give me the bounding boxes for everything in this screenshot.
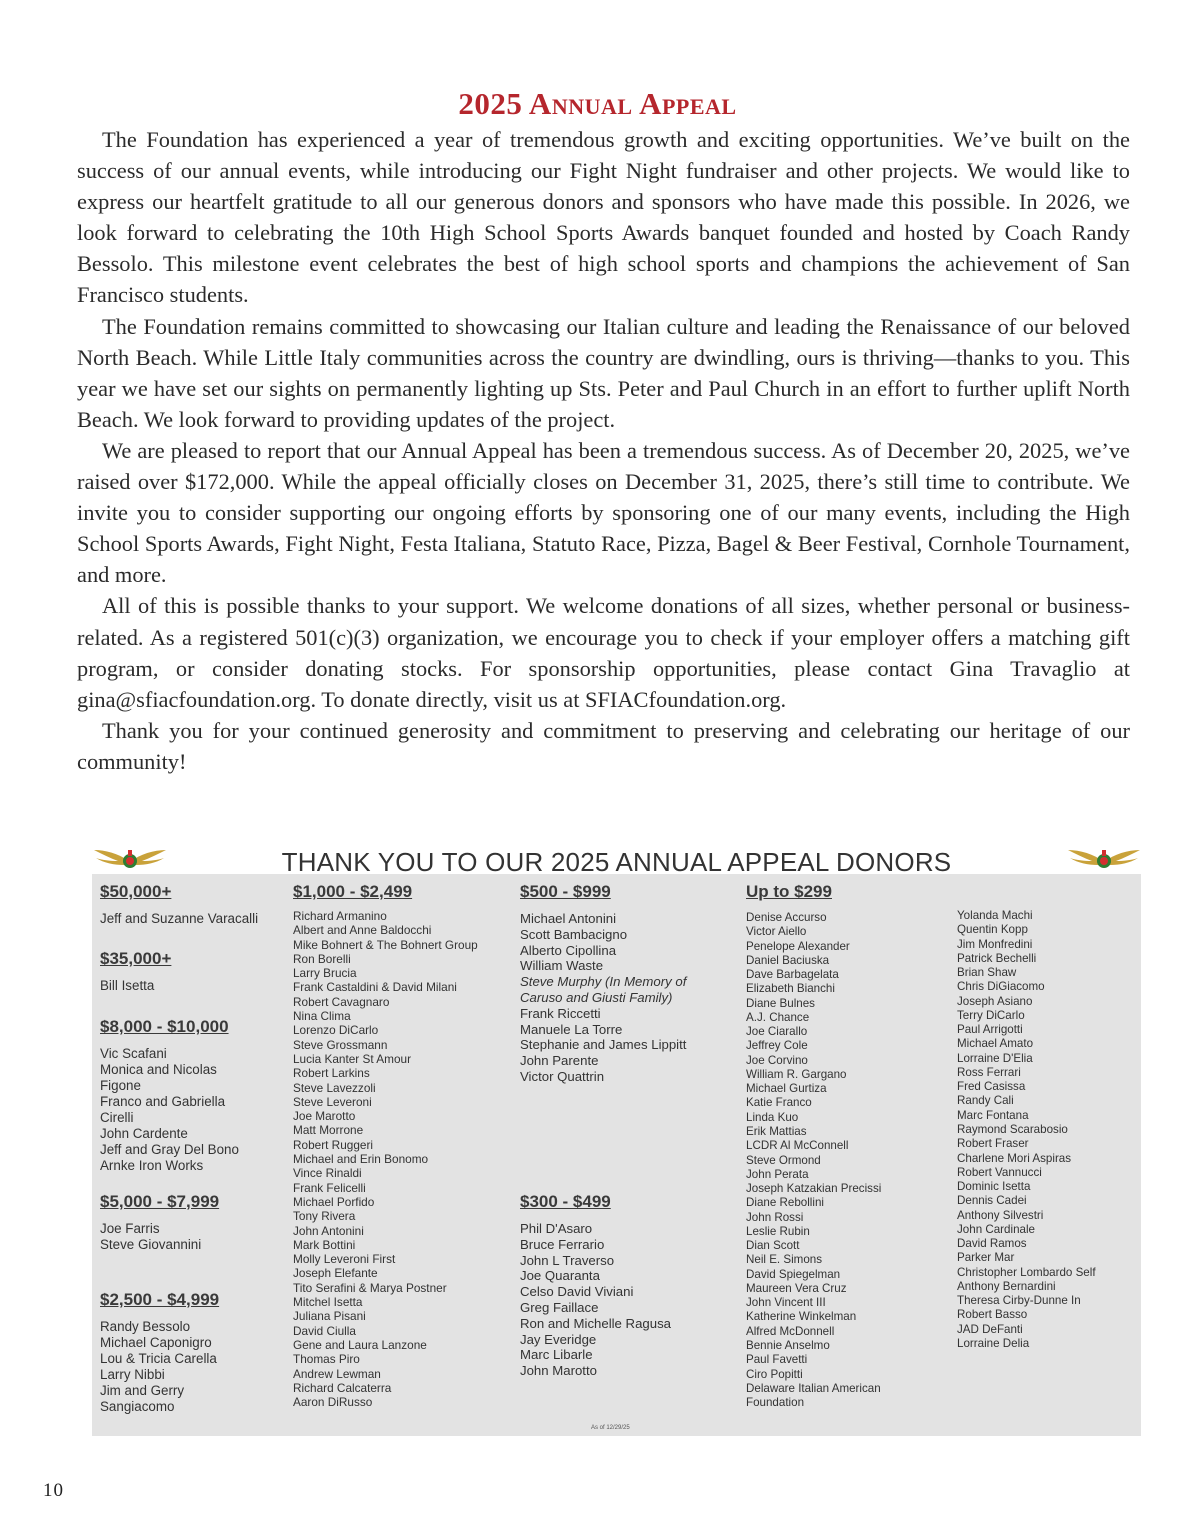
tier-label: $1,000 - $2,499 bbox=[293, 882, 413, 901]
donor-name: Robert Basso bbox=[957, 1308, 1028, 1322]
donor-name: Phil D'Asaro bbox=[520, 1221, 593, 1236]
donor-name: Manuele La Torre bbox=[520, 1021, 623, 1037]
donor-list bbox=[100, 978, 171, 994]
donor-name: Steve Grossmann bbox=[293, 1037, 388, 1052]
donor-column-3 bbox=[520, 882, 735, 1422]
donor-name: Richard Calcaterra bbox=[293, 1380, 392, 1395]
donor-name: Andrew Lewman bbox=[293, 1366, 381, 1381]
donor-name: Aaron DiRusso bbox=[293, 1395, 373, 1410]
donor-name: Robert Cavagnaro bbox=[293, 994, 390, 1009]
donor-name: Michael Porfido bbox=[293, 1194, 375, 1209]
donor-name: Diane Bulnes bbox=[746, 996, 815, 1010]
donor-name: Steve Ormond bbox=[746, 1153, 821, 1167]
donor-name: Scott Bambacigno bbox=[520, 926, 628, 942]
donor-name: Joseph Asiano bbox=[957, 994, 1033, 1008]
donor-name: Jeff and Gray Del Bono bbox=[100, 1142, 239, 1157]
donor-column-2 bbox=[293, 882, 508, 1422]
donor-name: Steve Leveroni bbox=[293, 1094, 372, 1109]
donor-name: Caruso and Giusti Family) bbox=[520, 989, 673, 1005]
donor-name: Diane Rebollini bbox=[746, 1196, 824, 1210]
donor-name: Tony Rivera bbox=[293, 1209, 356, 1224]
tier-group bbox=[100, 882, 258, 927]
tier-group bbox=[520, 882, 686, 1085]
donor-name: Paul Favetti bbox=[746, 1353, 808, 1367]
tier-label: $300 - $499 bbox=[520, 1192, 611, 1211]
donor-name: Nina Clima bbox=[293, 1009, 351, 1024]
donor-name: Alfred McDonnell bbox=[746, 1324, 835, 1338]
donor-name: Neil E. Simons bbox=[746, 1253, 823, 1267]
tier-label: $5,000 - $7,999 bbox=[100, 1192, 220, 1211]
donor-name: David Ciulla bbox=[293, 1323, 356, 1338]
donor-name: Jim and Gerry bbox=[100, 1383, 185, 1398]
donor-name: Dave Barbagelata bbox=[746, 968, 839, 982]
tier-group bbox=[746, 882, 881, 1410]
donor-name: Celso David Viviani bbox=[520, 1284, 634, 1300]
donor-name: John Parente bbox=[520, 1053, 599, 1069]
donor-name: Tito Serafini & Marya Postner bbox=[293, 1280, 447, 1295]
donor-column-5 bbox=[957, 909, 1137, 1409]
donor-name: Charlene Mori Aspiras bbox=[957, 1151, 1072, 1165]
donor-column-1 bbox=[100, 882, 285, 1422]
paragraph: All of this is possible thanks to your support. We welcome donations of all sizes, whether personal or business-related. As a registered 501(c)(3) organization, we encourage you to check if your employer offers a matching gift program, or consider donating stocks. For sponsorship opportunities, please contact Gina Travaglio at gina@sfiacfoundation.org. To donate directly, visit us at SFIACfoundation.org. bbox=[77, 593, 1130, 712]
donor-name: Lorraine D'Elia bbox=[957, 1051, 1033, 1065]
donor-name: Lou & Tricia Carella bbox=[100, 1351, 217, 1366]
donor-name: Frank Castaldini & David Milani bbox=[293, 980, 457, 995]
tier-label: $50,000+ bbox=[100, 882, 172, 901]
donor-name: Marc Libarle bbox=[520, 1347, 593, 1363]
donor-name: Joe Farris bbox=[100, 1221, 160, 1236]
donor-name: Ross Ferrari bbox=[957, 1065, 1021, 1079]
tier-group bbox=[100, 1192, 219, 1253]
tier-group bbox=[100, 949, 171, 994]
paragraph: We are pleased to report that our Annual Appeal has been a tremendous success. As of December 20, 2025, we’ve raised over $172,000. While the appeal officially closes on December 31, 2025, there’s still time to contribute. We invite you to consider supporting our ongoing efforts by sponsoring one of our many events, including the High School Sports Awards, Fight Night, Festa Italiana, Statuto Race, Pizza, Bagel & Beer Festival, Cornhole Tournament, and more. bbox=[77, 437, 1130, 588]
as-of-note: As of 12/29/25 bbox=[591, 1425, 630, 1431]
donor-name: Marc Fontana bbox=[957, 1108, 1029, 1122]
donor-name: Robert Vannucci bbox=[957, 1165, 1042, 1179]
donor-name: Bennie Anselmo bbox=[746, 1338, 830, 1352]
donor-name: John Rossi bbox=[746, 1210, 804, 1224]
donor-name: Greg Faillace bbox=[520, 1299, 599, 1315]
donor-name: Sangiacomo bbox=[100, 1399, 175, 1414]
donor-name: Steve Lavezzoli bbox=[293, 1080, 376, 1095]
donor-name: Foundation bbox=[746, 1396, 805, 1410]
donor-name: Jeff and Suzanne Varacalli bbox=[100, 911, 259, 926]
donor-name: Anthony Silvestri bbox=[957, 1208, 1044, 1222]
donor-name: Randy Bessolo bbox=[100, 1319, 191, 1334]
paragraph: The Foundation remains committed to showcasing our Italian culture and leading the Renaissance of our beloved North Beach. While Little Italy communities across the country are dwindling, ours is thriving—thanks to you. This year we have set our sights on permanently lighting up Sts. Peter and Paul Church in an effort to further uplift North Beach. We look forward to providing updates of the project. bbox=[77, 313, 1130, 432]
tier-label: $35,000+ bbox=[100, 949, 172, 968]
donor-list bbox=[520, 1221, 671, 1379]
page-title: 2025 Annual Appeal bbox=[458, 86, 737, 121]
donor-name: John Cardinale bbox=[957, 1222, 1035, 1236]
donor-name: William R. Gargano bbox=[746, 1067, 847, 1081]
donor-name: Ciro Popitti bbox=[746, 1367, 803, 1381]
donor-name: William Waste bbox=[520, 958, 604, 974]
donor-name: Katherine Winkelman bbox=[746, 1310, 857, 1324]
donor-name: Denise Accurso bbox=[746, 911, 827, 924]
donor-name: Steve Murphy (In Memory of bbox=[520, 974, 687, 990]
donor-name: Maureen Vera Cruz bbox=[746, 1281, 847, 1295]
donor-name: Victor Aiello bbox=[746, 925, 807, 939]
donors-heading: THANK YOU TO OUR 2025 ANNUAL APPEAL DONORS bbox=[281, 847, 952, 877]
donor-name: Larry Brucia bbox=[293, 966, 357, 981]
donor-name: Dian Scott bbox=[746, 1239, 800, 1253]
donor-list bbox=[520, 911, 686, 1085]
donor-name: Jim Monfredini bbox=[957, 937, 1033, 951]
donor-name: Chris DiGiacomo bbox=[957, 980, 1045, 994]
tier-group bbox=[520, 1192, 671, 1379]
donor-name: Anthony Bernardini bbox=[957, 1279, 1056, 1293]
donor-name: Joseph Katzakian Precissi bbox=[746, 1182, 882, 1196]
donor-name: John Marotto bbox=[520, 1363, 597, 1379]
donor-name: Molly Leveroni First bbox=[293, 1252, 396, 1267]
donor-name: Robert Fraser bbox=[957, 1137, 1029, 1151]
tier-label: $2,500 - $4,999 bbox=[100, 1290, 220, 1309]
donor-name: Gene and Laura Lanzone bbox=[293, 1337, 427, 1352]
paragraph: The Foundation has experienced a year of tremendous growth and exciting opportunities. We’ve built on the success of our annual events, while introducing our Fight Night fundraiser and other projects. We would like to express our heartfelt gratitude to all our generous donors and sponsors who have made this possible. In 2026, we look forward to celebrating the 10th High School Sports Awards banquet founded and hosted by Coach Randy Bessolo. This milestone event celebrates the best of high school sports and champions the achievement of San Francisco students. bbox=[77, 127, 1130, 308]
donor-name: Larry Nibbi bbox=[100, 1367, 165, 1382]
donor-name: Matt Morrone bbox=[293, 1123, 364, 1138]
donor-name: Fred Casissa bbox=[957, 1080, 1026, 1094]
donor-name: Theresa Cirby-Dunne In bbox=[957, 1294, 1081, 1308]
donor-name: Brian Shaw bbox=[957, 966, 1017, 980]
donor-name: Penelope Alexander bbox=[746, 939, 850, 953]
donor-name: Frank Riccetti bbox=[520, 1005, 601, 1021]
donor-name: Robert Larkins bbox=[293, 1066, 370, 1081]
donor-name: Alberto Cipollina bbox=[520, 942, 617, 958]
donor-name: David Ramos bbox=[957, 1237, 1027, 1251]
donor-name: Joe Quaranta bbox=[520, 1268, 600, 1284]
donor-name: Cirelli bbox=[100, 1110, 134, 1125]
donor-name: Lucia Kanter St Amour bbox=[293, 1051, 412, 1066]
donor-name: Leslie Rubin bbox=[746, 1224, 810, 1238]
donor-name: Albert and Anne Baldocchi bbox=[293, 923, 432, 938]
donor-name: John Cardente bbox=[100, 1126, 188, 1141]
donor-name: Terry DiCarlo bbox=[957, 1008, 1025, 1022]
donor-name: Michael Gurtiza bbox=[746, 1082, 827, 1096]
donor-name: Robert Ruggeri bbox=[293, 1137, 373, 1152]
donor-name: Jay Everidge bbox=[520, 1331, 597, 1347]
donor-name: John Antonini bbox=[293, 1223, 364, 1238]
donor-name: Figone bbox=[100, 1078, 141, 1093]
donor-name: Elizabeth Bianchi bbox=[746, 982, 835, 996]
donor-name: Frank Felicelli bbox=[293, 1180, 366, 1195]
donor-name: Richard Armanino bbox=[293, 909, 387, 923]
donor-list bbox=[957, 909, 1137, 1351]
donor-name: Parker Mar bbox=[957, 1251, 1015, 1265]
donor-name: Ron and Michelle Ragusa bbox=[520, 1315, 672, 1331]
tier-group bbox=[100, 1290, 219, 1415]
donor-name: Stephanie and James Lippitt bbox=[520, 1037, 687, 1053]
donor-name: Quentin Kopp bbox=[957, 923, 1028, 937]
donor-name: Paul Arrigotti bbox=[957, 1023, 1023, 1037]
donor-name: Michael Caponigro bbox=[100, 1335, 212, 1350]
donor-list bbox=[100, 1046, 239, 1174]
donor-name: Joe Ciarallo bbox=[746, 1025, 808, 1039]
donor-name: Erik Mattias bbox=[746, 1124, 807, 1138]
tier-group bbox=[100, 1017, 239, 1174]
donor-name: Jeffrey Cole bbox=[746, 1039, 808, 1053]
donor-list bbox=[100, 1221, 219, 1253]
donor-name: Joseph Elefante bbox=[293, 1266, 378, 1281]
donor-list bbox=[746, 911, 881, 1410]
donor-column-4 bbox=[746, 882, 951, 1422]
donor-name: Dominic Isetta bbox=[957, 1180, 1031, 1194]
donor-name: Lorenzo DiCarlo bbox=[293, 1023, 379, 1038]
donor-name: Arnke Iron Works bbox=[100, 1158, 204, 1173]
donor-name: Michael Antonini bbox=[520, 911, 617, 926]
donor-name: Katie Franco bbox=[746, 1096, 812, 1110]
donor-name: Raymond Scarabosio bbox=[957, 1122, 1068, 1136]
donor-name: Joe Corvino bbox=[746, 1053, 808, 1067]
donor-name: Thomas Piro bbox=[293, 1352, 360, 1367]
donor-name: Franco and Gabriella bbox=[100, 1094, 226, 1109]
donor-name: Joe Marotto bbox=[293, 1109, 356, 1124]
donor-name: Mike Bohnert & The Bohnert Group bbox=[293, 937, 478, 952]
donor-name: Patrick Bechelli bbox=[957, 951, 1037, 965]
donor-name: John L Traverso bbox=[520, 1252, 615, 1268]
donor-name: Delaware Italian American bbox=[746, 1381, 881, 1395]
donor-name: Vic Scafani bbox=[100, 1046, 167, 1061]
donor-name: Ron Borelli bbox=[293, 951, 351, 966]
donor-name: Vince Rinaldi bbox=[293, 1166, 362, 1181]
donor-list bbox=[293, 909, 478, 1409]
tier-label: $8,000 - $10,000 bbox=[100, 1017, 229, 1036]
tier-label: Up to $299 bbox=[746, 882, 832, 901]
donor-name: Randy Cali bbox=[957, 1094, 1014, 1108]
donor-name: Monica and Nicolas bbox=[100, 1062, 217, 1077]
donor-name: Linda Kuo bbox=[746, 1110, 799, 1124]
donor-name: Juliana Pisani bbox=[293, 1309, 366, 1324]
donor-name: Mark Bottini bbox=[293, 1237, 356, 1252]
donor-list bbox=[100, 1319, 219, 1415]
donor-name: A.J. Chance bbox=[746, 1010, 810, 1024]
donor-name: Michael and Erin Bonomo bbox=[293, 1152, 429, 1167]
donor-name: John Vincent III bbox=[746, 1296, 826, 1310]
donor-name: JAD DeFanti bbox=[957, 1322, 1023, 1336]
donor-list bbox=[100, 911, 258, 927]
donor-name: Bill Isetta bbox=[100, 978, 155, 993]
donor-name: Bruce Ferrario bbox=[520, 1236, 605, 1252]
donor-name: David Spiegelman bbox=[746, 1267, 841, 1281]
tier-label: $500 - $999 bbox=[520, 882, 611, 901]
donor-name: Mitchel Isetta bbox=[293, 1295, 363, 1310]
donor-name: Daniel Baciuska bbox=[746, 953, 830, 967]
tier-group bbox=[293, 882, 478, 1409]
donor-name: John Perata bbox=[746, 1167, 809, 1181]
donor-name: Steve Giovannini bbox=[100, 1237, 202, 1252]
donor-name: Michael Amato bbox=[957, 1037, 1034, 1051]
page-number: 10 bbox=[43, 1480, 64, 1501]
appeal-letter bbox=[77, 124, 1130, 777]
donor-name: Lorraine Delia bbox=[957, 1336, 1030, 1350]
donor-name: Christopher Lombardo Self bbox=[957, 1265, 1096, 1279]
donor-name: Dennis Cadei bbox=[957, 1194, 1027, 1208]
donor-name: LCDR Al McConnell bbox=[746, 1139, 849, 1153]
donor-name: Yolanda Machi bbox=[957, 909, 1033, 922]
donor-name: Victor Quattrin bbox=[520, 1068, 605, 1084]
paragraph: Thank you for your continued generosity and commitment to preserving and celebrating our heritage of our community! bbox=[77, 717, 1130, 774]
